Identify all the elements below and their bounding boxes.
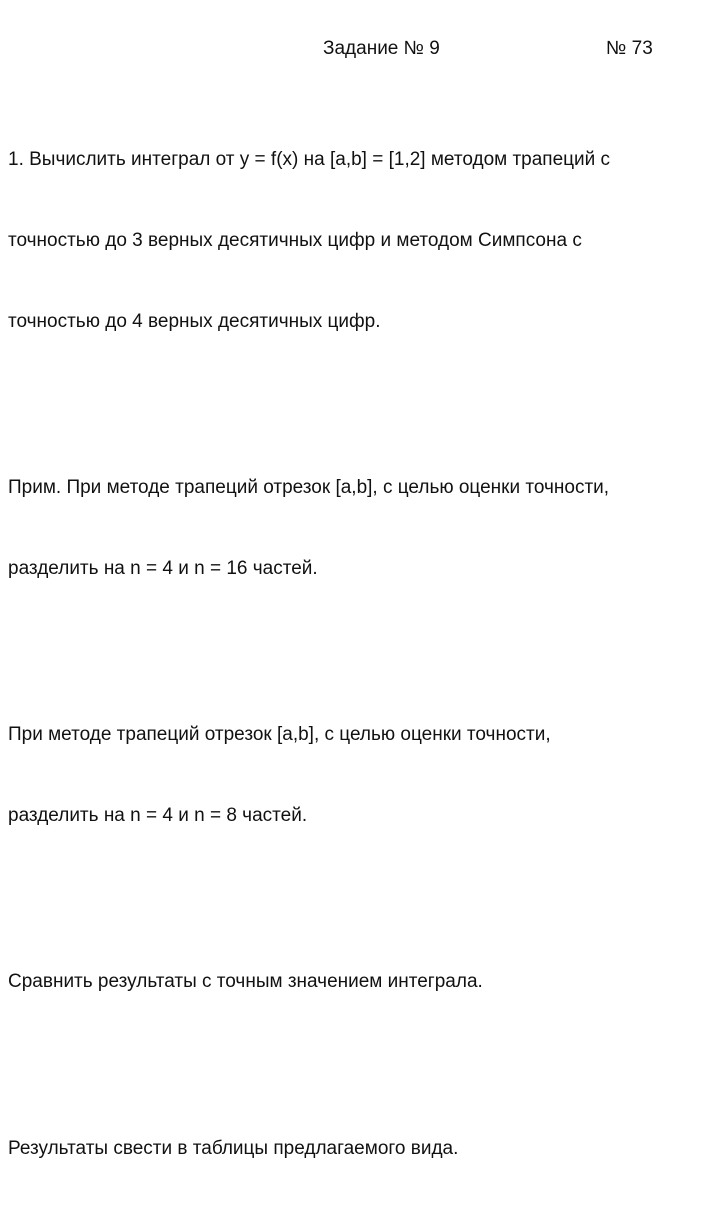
slide-header (0, 38, 720, 62)
compare-paragraph (8, 914, 714, 1049)
task-statement-paragraph (8, 92, 714, 389)
note-method-paragraph (8, 667, 714, 883)
text-line: точностью до 4 верных десятичных цифр. (8, 311, 381, 332)
slide-body (8, 92, 714, 1216)
text-line: Результаты свести в таблицы предлагаемого вида. (8, 1138, 459, 1159)
task-number: № 73 (606, 38, 653, 59)
note-trapezoid-paragraph (8, 420, 714, 636)
task-label: Задание № 9 (323, 38, 440, 59)
text-line: Прим. При методе трапеций отрезок [a,b], с целью оценки точности, (8, 477, 610, 498)
text-line: 1. Вычислить интеграл от y = f(x) на [a,b] = [1,2] методом трапеций с (8, 149, 611, 170)
text-line: точностью до 3 верных десятичных цифр и методом Симпсона с (8, 230, 582, 251)
text-line: разделить на n = 4 и n = 8 частей. (8, 805, 308, 826)
text-line: Сравнить результаты с точным значением интеграла. (8, 971, 483, 992)
results-paragraph (8, 1081, 714, 1216)
text-line: При методе трапеций отрезок [a,b], с целью оценки точности, (8, 724, 551, 745)
text-line: разделить на n = 4 и n = 16 частей. (8, 558, 318, 579)
